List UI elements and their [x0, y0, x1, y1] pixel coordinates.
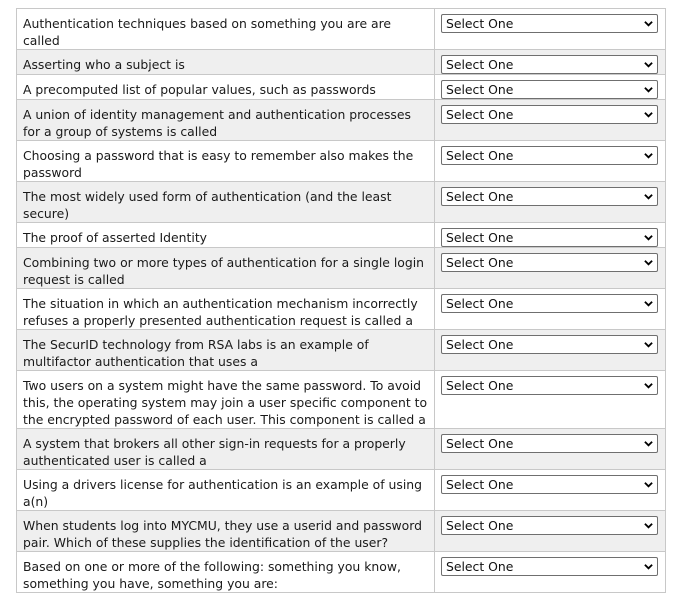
question-text: The situation in which an authentication mechanism incorrectly refuses a properly presented authentication request is called a [17, 289, 435, 330]
chevron-down-icon [644, 233, 653, 242]
answer-select-value: Select One [446, 230, 514, 245]
answer-select-value: Select One [446, 477, 514, 492]
question-text: Asserting who a subject is [17, 50, 435, 75]
answer-cell [435, 429, 666, 470]
answer-cell [435, 182, 666, 223]
answer-cell [435, 100, 666, 141]
answer-cell [435, 248, 666, 289]
answer-cell [435, 223, 666, 248]
question-row [17, 75, 666, 100]
question-text: Two users on a system might have the same password. To avoid this, the operating system may join a user specific component to the encrypted password of each user. This component is called a [17, 371, 435, 429]
answer-select[interactable] [441, 105, 658, 124]
answer-cell [435, 75, 666, 100]
question-text: A union of identity management and authentication processes for a group of systems is called [17, 100, 435, 141]
question-text: Based on one or more of the following: something you know, something you have, something you are: [17, 552, 435, 593]
answer-select[interactable] [441, 253, 658, 272]
answer-select-value: Select One [446, 107, 514, 122]
question-row [17, 50, 666, 75]
answer-select[interactable] [441, 294, 658, 313]
question-rows [17, 9, 666, 593]
answer-select[interactable] [441, 228, 658, 247]
question-row [17, 182, 666, 223]
chevron-down-icon [644, 562, 653, 571]
chevron-down-icon [644, 299, 653, 308]
chevron-down-icon [644, 19, 653, 28]
answer-cell [435, 289, 666, 330]
chevron-down-icon [644, 258, 653, 267]
answer-cell [435, 470, 666, 511]
answer-select-value: Select One [446, 57, 514, 72]
answer-select-value: Select One [446, 559, 514, 574]
answer-select[interactable] [441, 475, 658, 494]
answer-select-value: Select One [446, 82, 514, 97]
question-row [17, 9, 666, 50]
question-row [17, 289, 666, 330]
question-text: The SecurID technology from RSA labs is an example of multifactor authentication that uses a [17, 330, 435, 371]
chevron-down-icon [644, 151, 653, 160]
question-row [17, 100, 666, 141]
answer-select-value: Select One [446, 518, 514, 533]
answer-select[interactable] [441, 187, 658, 206]
question-row [17, 429, 666, 470]
answer-cell [435, 330, 666, 371]
chevron-down-icon [644, 85, 653, 94]
answer-cell [435, 552, 666, 593]
question-row [17, 552, 666, 593]
question-text: Combining two or more types of authentication for a single login request is called [17, 248, 435, 289]
answer-cell [435, 9, 666, 50]
answer-select[interactable] [441, 434, 658, 453]
question-text: The proof of asserted Identity [17, 223, 435, 248]
answer-select[interactable] [441, 376, 658, 395]
answer-select-value: Select One [446, 296, 514, 311]
question-text: Choosing a password that is easy to remember also makes the password [17, 141, 435, 182]
answer-select-value: Select One [446, 255, 514, 270]
answer-select[interactable] [441, 516, 658, 535]
answer-select-value: Select One [446, 378, 514, 393]
answer-select-value: Select One [446, 189, 514, 204]
answer-select-value: Select One [446, 16, 514, 31]
answer-select[interactable] [441, 14, 658, 33]
answer-select[interactable] [441, 55, 658, 74]
question-text: When students log into MYCMU, they use a userid and password pair. Which of these supplies the identification of the user? [17, 511, 435, 552]
answer-cell [435, 371, 666, 429]
chevron-down-icon [644, 192, 653, 201]
answer-cell [435, 141, 666, 182]
question-row [17, 248, 666, 289]
answer-select-value: Select One [446, 436, 514, 451]
question-row [17, 223, 666, 248]
question-row [17, 330, 666, 371]
chevron-down-icon [644, 480, 653, 489]
answer-select[interactable] [441, 146, 658, 165]
question-text: The most widely used form of authentication (and the least secure) [17, 182, 435, 223]
answer-select[interactable] [441, 557, 658, 576]
question-row [17, 141, 666, 182]
chevron-down-icon [644, 110, 653, 119]
matching-question-table [16, 8, 666, 593]
question-row [17, 371, 666, 429]
chevron-down-icon [644, 60, 653, 69]
chevron-down-icon [644, 521, 653, 530]
answer-select[interactable] [441, 80, 658, 99]
answer-select[interactable] [441, 335, 658, 354]
question-row [17, 470, 666, 511]
answer-cell [435, 50, 666, 75]
question-text: A precomputed list of popular values, such as passwords [17, 75, 435, 100]
chevron-down-icon [644, 381, 653, 390]
chevron-down-icon [644, 340, 653, 349]
question-text: A system that brokers all other sign-in requests for a properly authenticated user is called a [17, 429, 435, 470]
answer-select-value: Select One [446, 148, 514, 163]
question-text: Authentication techniques based on something you are are called [17, 9, 435, 50]
question-row [17, 511, 666, 552]
question-text: Using a drivers license for authentication is an example of using a(n) [17, 470, 435, 511]
answer-cell [435, 511, 666, 552]
answer-select-value: Select One [446, 337, 514, 352]
chevron-down-icon [644, 439, 653, 448]
